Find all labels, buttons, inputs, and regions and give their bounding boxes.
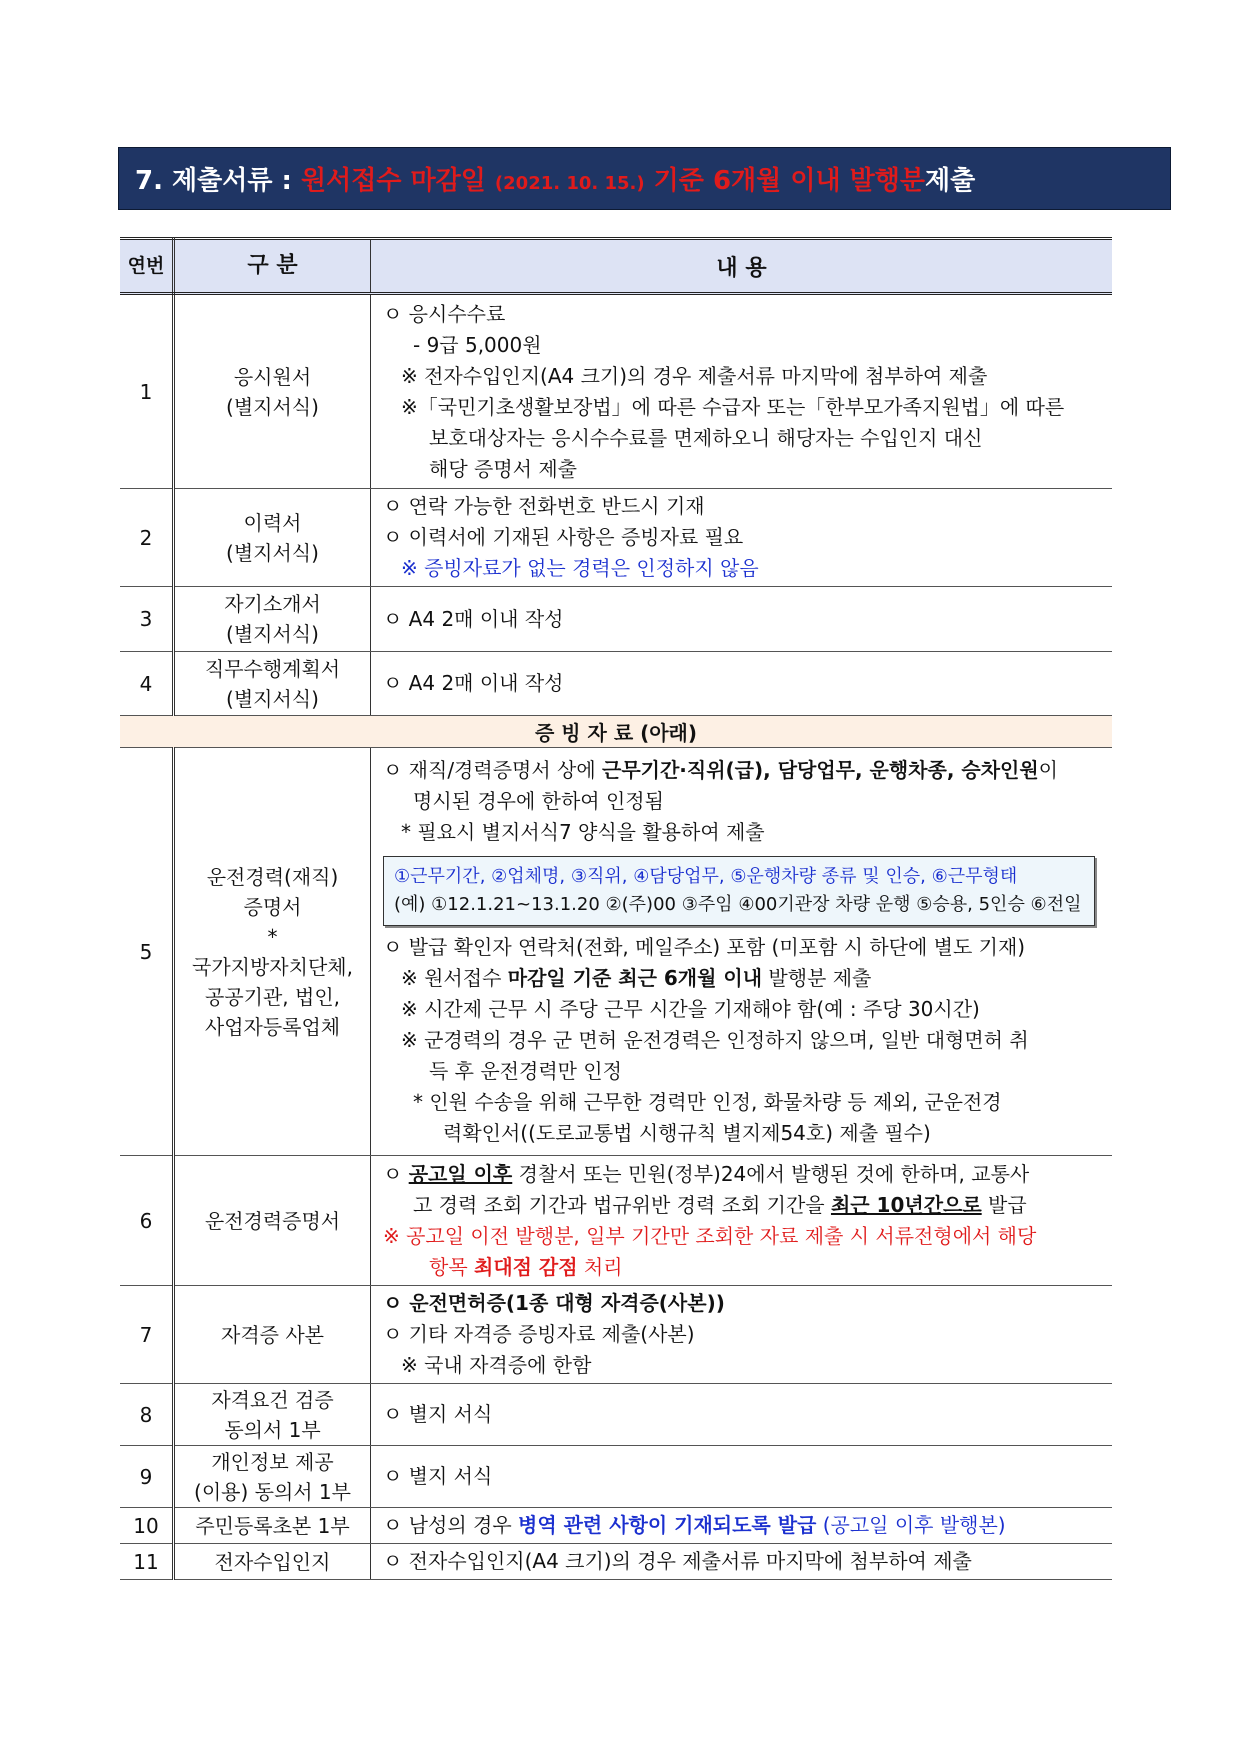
row-category: 자격요건 검증 동의서 1부 bbox=[174, 1384, 371, 1446]
row-content: ㅇ 응시수수료 - 9급 5,000원 ※ 전자수입인지(A4 크기)의 경우 제출서류 마지막에 첨부하여 제출 ※「국민기초생활보장법」에 따른 수급자 또는「한부모가족지원법」에 따른 보호대상자는 응시수수료를 면제하오니 해당자는 수입인지 대신 해당 증명서 제출 bbox=[371, 294, 1113, 489]
row-category: 이력서 (별지서식) bbox=[174, 489, 371, 587]
row-category: 직무수행계획서 (별지서식) bbox=[174, 652, 371, 716]
row-content: ㅇ 전자수입인지(A4 크기)의 경우 제출서류 마지막에 첨부하여 제출 bbox=[371, 1544, 1113, 1580]
table-row bbox=[120, 1384, 1112, 1446]
row-number: 3 bbox=[120, 587, 174, 652]
row-number: 10 bbox=[120, 1508, 174, 1544]
table-row bbox=[120, 1156, 1112, 1286]
row-category: 개인정보 제공 (이용) 동의서 1부 bbox=[174, 1446, 371, 1508]
section-row bbox=[120, 716, 1112, 748]
row-category: 전자수입인지 bbox=[174, 1544, 371, 1580]
row-number: 6 bbox=[120, 1156, 174, 1286]
banner-highlight: 원서접수 마감일 (2021. 10. 15.) 기준 6개월 이내 발행분 bbox=[301, 166, 925, 196]
row-number: 1 bbox=[120, 294, 174, 489]
row-category: 운전경력증명서 bbox=[174, 1156, 371, 1286]
row-number: 2 bbox=[120, 489, 174, 587]
example-box: ①근무기간, ②업체명, ③직위, ④담당업무, ⑤운행차량 종류 및 인승, ⑥근무형태 (예) ①12.1.21~13.1.20 ②(주)00 ③주임 ④00기관장 차량 운행 ⑤승용, 5인승 ⑥전일 bbox=[383, 856, 1095, 926]
documents-table bbox=[120, 237, 1112, 1580]
table-header-row bbox=[120, 239, 1112, 294]
row-number: 4 bbox=[120, 652, 174, 716]
table-row bbox=[120, 587, 1112, 652]
header-category: 구 분 bbox=[174, 239, 371, 294]
header-content: 내 용 bbox=[371, 239, 1113, 294]
row-content: ㅇ 공고일 이후 경찰서 또는 민원(정부)24에서 발행된 것에 한하며, 교통사 고 경력 조회 기간과 법규위반 경력 조회 기간을 최근 10년간으로 발급 ※ 공고일 이전 발행분, 일부 기간만 조회한 자료 제출 시 서류전형에서 해당 항목 최대점 감점 처리 bbox=[371, 1156, 1113, 1286]
table-row bbox=[120, 294, 1112, 489]
row-category: 운전경력(재직) 증명서 * 국가지방자치단체, 공공기관, 법인, 사업자등록업체 bbox=[174, 748, 371, 1156]
row-content: ㅇ 남성의 경우 병역 관련 사항이 기재되도록 발급 (공고일 이후 발행본) bbox=[371, 1508, 1113, 1544]
row-category: 주민등록초본 1부 bbox=[174, 1508, 371, 1544]
table-row bbox=[120, 1544, 1112, 1580]
table-row bbox=[120, 1508, 1112, 1544]
table-row bbox=[120, 489, 1112, 587]
row-content: ㅇ 연락 가능한 전화번호 반드시 기재 ㅇ 이력서에 기재된 사항은 증빙자료 필요 ※ 증빙자료가 없는 경력은 인정하지 않음 bbox=[371, 489, 1113, 587]
row-number: 5 bbox=[120, 748, 174, 1156]
section-title-banner bbox=[118, 147, 1171, 210]
row-content: ㅇ 별지 서식 bbox=[371, 1446, 1113, 1508]
banner-suffix: 제출 bbox=[924, 166, 976, 196]
row-category: 응시원서 (별지서식) bbox=[174, 294, 371, 489]
table-row bbox=[120, 1446, 1112, 1508]
row-content: ㅇ A4 2매 이내 작성 bbox=[371, 587, 1113, 652]
row-content: ㅇ 재직/경력증명서 상에 근무기간·직위(급), 담당업무, 운행차종, 승차인원이 명시된 경우에 한하여 인정됨 * 필요시 별지서식7 양식을 활용하여 제출 ①근무기간, ②업체명, ③직위, ④담당업무, ⑤운행차량 종류 및 인승, ⑥근무형태 (예) ①12.1.21~13.1.20 ②(주)00 ③주임 ④00기관장 차량 운행 ⑤승용, 5인승 ⑥전일 ㅇ 발급 확인자 연락처(전화, 메일주소) 포함 (미포함 시 하단에 별도 기재) ※ 원서접수 마감일 기준 최근 6개월 이내 발행분 제출 ※ 시간제 근무 시 주당 근무 시간을 기재해야 함(예 : 주당 30시간) ※ 군경력의 경우 군 면허 운전경력은 인정하지 않으며, 일반 대형면허 취 득 후 운전경력만 인정 * 인원 수송을 위해 근무한 경력만 인정, 화물차량 등 제외, 군운전경 력확인서((도로교통법 시행규칙 별지제54호) 제출 필수) bbox=[371, 748, 1113, 1156]
row-content: ㅇ 운전면허증(1종 대형 자격증(사본)) ㅇ 기타 자격증 증빙자료 제출(사본) ※ 국내 자격증에 한함 bbox=[371, 1286, 1113, 1384]
row-number: 11 bbox=[120, 1544, 174, 1580]
banner-prefix: 7. 제출서류 : bbox=[135, 166, 292, 196]
header-no: 연번 bbox=[120, 239, 174, 294]
table-row bbox=[120, 748, 1112, 1156]
table-row bbox=[120, 1286, 1112, 1384]
section-label: 증 빙 자 료 (아래) bbox=[120, 716, 1112, 748]
table-row bbox=[120, 652, 1112, 716]
row-category: 자기소개서 (별지서식) bbox=[174, 587, 371, 652]
row-content: ㅇ A4 2매 이내 작성 bbox=[371, 652, 1113, 716]
row-number: 7 bbox=[120, 1286, 174, 1384]
row-content: ㅇ 별지 서식 bbox=[371, 1384, 1113, 1446]
row-number: 9 bbox=[120, 1446, 174, 1508]
row-number: 8 bbox=[120, 1384, 174, 1446]
row-category: 자격증 사본 bbox=[174, 1286, 371, 1384]
